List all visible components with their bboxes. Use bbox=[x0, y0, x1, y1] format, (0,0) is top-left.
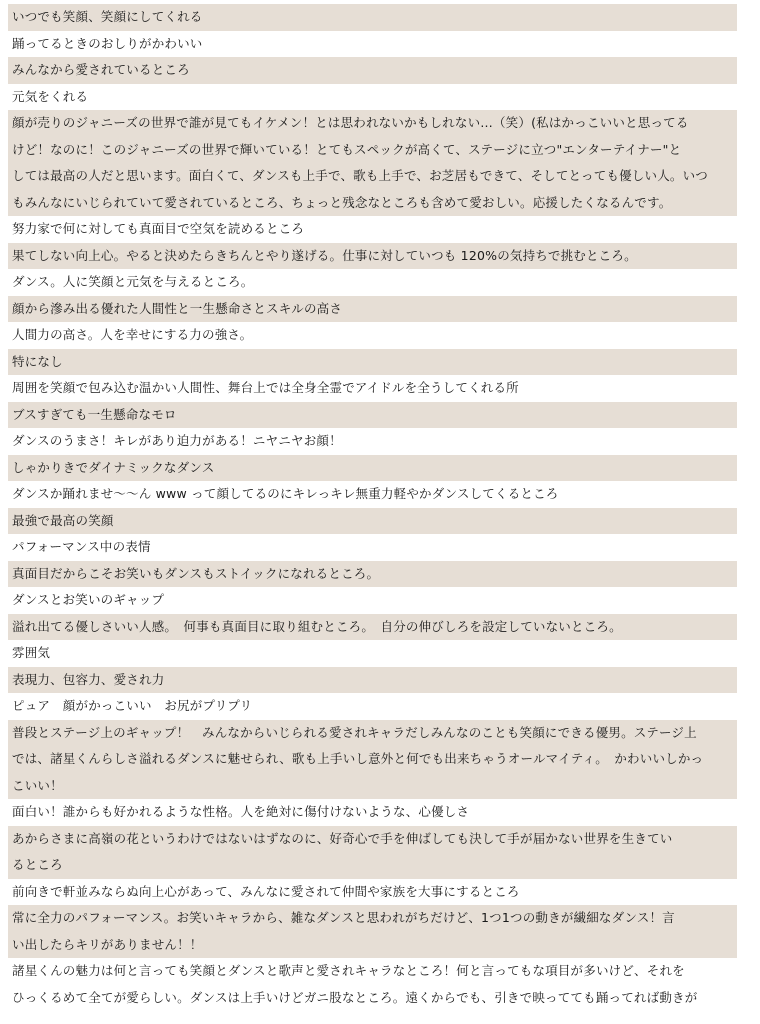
response-text-line: 顔から滲み出る優れた人間性と一生懸命さとスキルの高さ bbox=[8, 296, 737, 323]
response-item bbox=[8, 243, 737, 270]
response-text-line: 果てしない向上心。やると決めたらきちんとやり遂げる。仕事に対していつも 120%の気持ちで挑むところ。 bbox=[8, 243, 737, 270]
response-text-line: 常に全力のパフォーマンス。お笑いキャラから、雑なダンスと思われがちだけど、1つ1つの動きが繊細なダンス！言 bbox=[8, 905, 737, 932]
response-text-line: ダンス。人に笑顔と元気を与えるところ。 bbox=[12, 274, 254, 289]
response-text-line: 前向きで軒並みならぬ向上心があって、みんなに愛されて仲間や家族を大事にするところ bbox=[12, 883, 520, 899]
response-text-line: 元気をくれる bbox=[12, 88, 89, 104]
survey-response-list bbox=[8, 4, 737, 1011]
response-text-line: ブスすぎても一生懸命なモロ bbox=[8, 402, 737, 429]
response-text-line: い出したらキリがありません！！ bbox=[8, 932, 737, 959]
response-text-line: ダンスのうまさ！キレがあり迫力がある！ニヤニヤお顔！ bbox=[12, 433, 342, 448]
response-text-line: ひっくるめて全てが愛らしい。ダンスは上手いけどガニ股なところ。遠くからでも、引きで映ってても踊ってれば動きが bbox=[12, 989, 698, 1005]
response-item bbox=[8, 958, 737, 1011]
response-item bbox=[8, 561, 737, 588]
response-item bbox=[8, 216, 737, 243]
response-text-line: あからさまに高嶺の花というわけではないはずなのに、好奇心で手を伸ばしても決して手が届かない世界を生きてい bbox=[8, 826, 737, 853]
response-text-line: 人間力の高さ。人を幸せにする力の強さ。 bbox=[12, 327, 253, 342]
response-text-line: パフォーマンス中の表情 bbox=[12, 539, 151, 554]
response-item bbox=[8, 322, 737, 349]
response-item bbox=[8, 296, 737, 323]
response-item bbox=[8, 799, 737, 826]
response-text-line: いつでも笑顔、笑顔にしてくれる bbox=[8, 4, 737, 31]
response-item bbox=[8, 905, 737, 958]
response-text-line: しゃかりきでダイナミックなダンス bbox=[8, 455, 737, 482]
response-text-line: もみんなにいじられていて愛されているところ、ちょっと残念なところも含めて愛おしい。応援したくなるんです。 bbox=[8, 190, 737, 217]
response-item bbox=[8, 269, 737, 296]
response-text-line: ピュア 顔がかっこいい お尻がプリプリ bbox=[12, 698, 253, 713]
response-item bbox=[8, 640, 737, 667]
response-text-line: みんなから愛されているところ bbox=[8, 57, 737, 84]
response-text-line: こいい！ bbox=[8, 773, 737, 800]
response-text-line: 踊ってるときのおしりがかわいい bbox=[12, 35, 203, 51]
response-item bbox=[8, 826, 737, 879]
response-item bbox=[8, 587, 737, 614]
response-item bbox=[8, 349, 737, 376]
response-item bbox=[8, 84, 737, 111]
response-item bbox=[8, 720, 737, 800]
response-text-line: では、諸星くんらしさ溢れるダンスに魅せられ、歌も上手いし意外と何でも出来ちゃうオールマイティ。 かわいいしかっ bbox=[8, 746, 737, 773]
response-item bbox=[8, 693, 737, 720]
response-text-line: 最強で最高の笑顔 bbox=[8, 508, 737, 535]
response-text-line: 雰囲気 bbox=[12, 645, 51, 660]
response-text-line: しては最高の人だと思います。面白くて、ダンスも上手で、歌も上手で、お芝居もできて、そしてとっても優しい人。いつ bbox=[8, 163, 737, 190]
response-text-line: 顔が売りのジャニーズの世界で誰が見てもイケメン！とは思われないかもしれない…（笑）(私はかっこいいと思ってる bbox=[8, 110, 737, 137]
response-item bbox=[8, 57, 737, 84]
response-text-line: 普段とステージ上のギャップ！ みんなからいじられる愛されキャラだしみんなのことも笑顔にできる優男。ステージ上 bbox=[8, 720, 737, 747]
response-item bbox=[8, 110, 737, 216]
response-text-line: 表現力、包容力、愛され力 bbox=[8, 667, 737, 694]
response-item bbox=[8, 481, 737, 508]
response-item bbox=[8, 402, 737, 429]
response-item bbox=[8, 375, 737, 402]
response-item bbox=[8, 31, 737, 58]
response-item bbox=[8, 667, 737, 694]
response-item bbox=[8, 614, 737, 641]
response-item bbox=[8, 4, 737, 31]
response-text-line: 周囲を笑顔で包み込む温かい人間性、舞台上では全身全霊でアイドルを全うしてくれる所 bbox=[12, 380, 519, 395]
response-text-line: ダンスか踊れませ～～ん www って顔してるのにキレっキレ無重力軽やかダンスしてくるところ bbox=[12, 486, 559, 501]
response-item bbox=[8, 428, 737, 455]
response-item bbox=[8, 455, 737, 482]
response-text-line: 努力家で何に対しても真面目で空気を読めるところ bbox=[12, 221, 305, 236]
response-text-line: 面白い！誰からも好かれるような性格。人を絶対に傷付けないような、心優しさ bbox=[12, 804, 470, 819]
response-text-line: 諸星くんの魅力は何と言っても笑顔とダンスと歌声と愛されキャラなところ！何と言ってもな項目が多いけど、それを bbox=[12, 963, 685, 978]
response-item bbox=[8, 508, 737, 535]
response-text-line: るところ bbox=[8, 852, 737, 879]
response-item bbox=[8, 879, 737, 906]
response-item bbox=[8, 534, 737, 561]
response-text-line: 特になし bbox=[8, 349, 737, 376]
response-text-line: ダンスとお笑いのギャップ bbox=[12, 592, 165, 607]
response-text-line: 真面目だからこそお笑いもダンスもストイックになれるところ。 bbox=[8, 561, 737, 588]
response-text-line: 溢れ出てる優しさいい人感。 何事も真面目に取り組むところ。 自分の伸びしろを設定していないところ。 bbox=[8, 614, 737, 641]
response-text-line: けど！なのに！このジャニーズの世界で輝いている！とてもスペックが高くて、ステージに立つ"エンターテイナー"と bbox=[8, 137, 737, 164]
